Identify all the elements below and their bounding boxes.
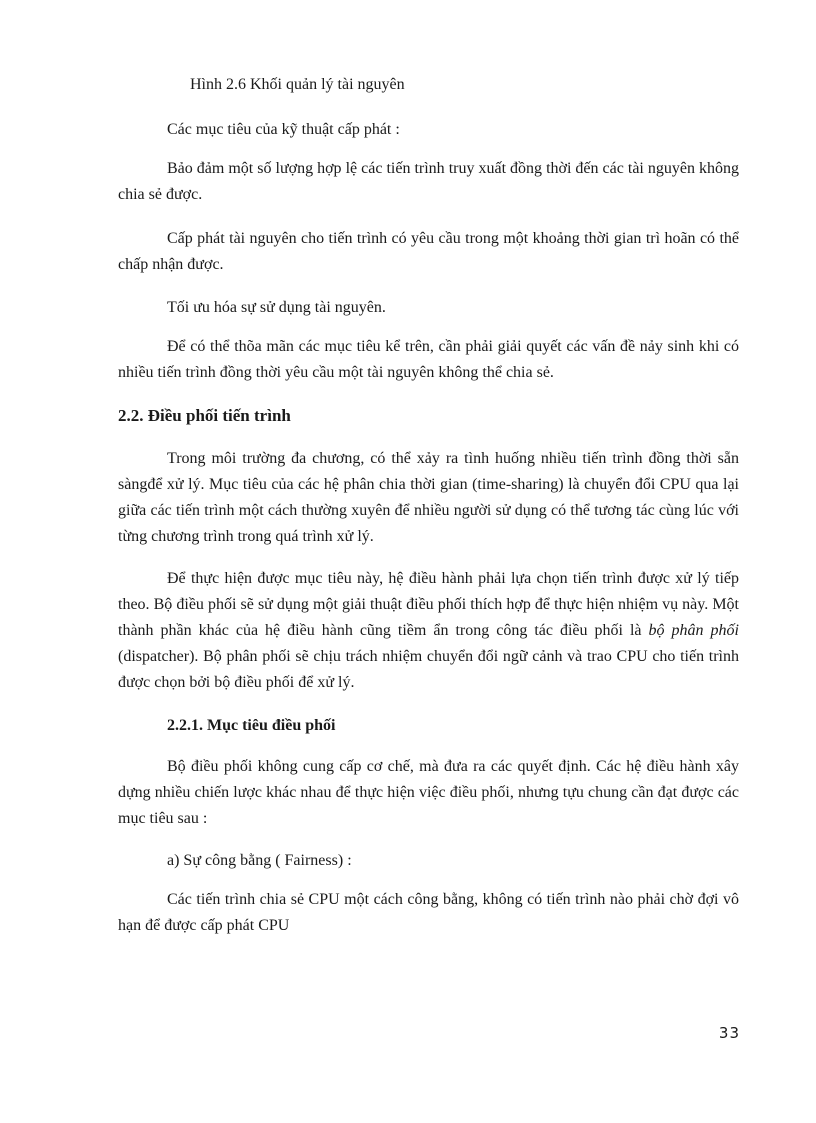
page-number: 33	[718, 1024, 740, 1042]
fairness-description: Các tiến trình chia sẻ CPU một cách công bằng, không có tiến trình nào phải chờ đợi vô hạn để được cấp phát CPU	[118, 891, 739, 934]
figure-caption: Hình 2.6 Khối quản lý tài nguyên	[190, 76, 405, 93]
dispatcher-term: bộ phân phối	[648, 622, 739, 639]
section-2-2-paragraph-2	[118, 566, 739, 696]
goals-summary-paragraph: Để có thể thõa mãn các mục tiêu kể trên, cần phải giải quyết các vấn đề nảy sinh khi có nhiều tiến trình đồng thời yêu cầu một tài nguyên không thể chia sẻ.	[118, 338, 739, 381]
paragraph-2-text-start: Để thực hiện được mục tiêu này, hệ điều hành phải lựa chọn tiến trình được xử lý tiếp theo. Bộ điều phối sẽ sử dụng một giải thuật điều phối thích hợp để thực hiện nhiệm vụ này. Một thành phần khác của hệ điều hành cũng tiềm ẩn trong công tác điều phối là	[118, 570, 739, 639]
section-2-2-1-heading: 2.2.1. Mục tiêu điều phối	[167, 717, 336, 734]
section-2-2-heading: 2.2. Điều phối tiến trình	[118, 406, 291, 425]
fairness-item: a) Sự công bằng ( Fairness) :	[167, 852, 352, 869]
goal-1-paragraph: Bảo đảm một số lượng hợp lệ các tiến trình truy xuất đồng thời đến các tài nguyên không chia sẻ được.	[118, 160, 739, 203]
section-2-2-1-paragraph-1: Bộ điều phối không cung cấp cơ chế, mà đưa ra các quyết định. Các hệ điều hành xây dựng nhiều chiến lược khác nhau để thực hiện việc điều phối, nhưng tựu chung cần đạt được các mục tiêu sau :	[118, 758, 739, 827]
paragraph-2-text-end: (dispatcher). Bộ phân phối sẽ chịu trách nhiệm chuyển đổi ngữ cảnh và trao CPU cho tiến trình được chọn bởi bộ điều phối để xử lý.	[118, 648, 739, 691]
goal-3-paragraph: Tối ưu hóa sự sử dụng tài nguyên.	[167, 299, 386, 316]
goal-2-paragraph: Cấp phát tài nguyên cho tiến trình có yêu cầu trong một khoảng thời gian trì hoãn có thể chấp nhận được.	[118, 230, 739, 273]
goals-intro-paragraph: Các mục tiêu của kỹ thuật cấp phát :	[167, 121, 400, 138]
section-2-2-paragraph-1: Trong môi trường đa chương, có thể xảy ra tình huống nhiều tiến trình đồng thời sẵn sàngđể xử lý. Mục tiêu của các hệ phân chia thời gian (time-sharing) là chuyển đổi CPU qua lại giữa các tiến trình một cách thường xuyên để nhiều người sử dụng có thể tương tác cùng lúc với từng chương trình trong quá trình xử lý.	[118, 450, 739, 545]
